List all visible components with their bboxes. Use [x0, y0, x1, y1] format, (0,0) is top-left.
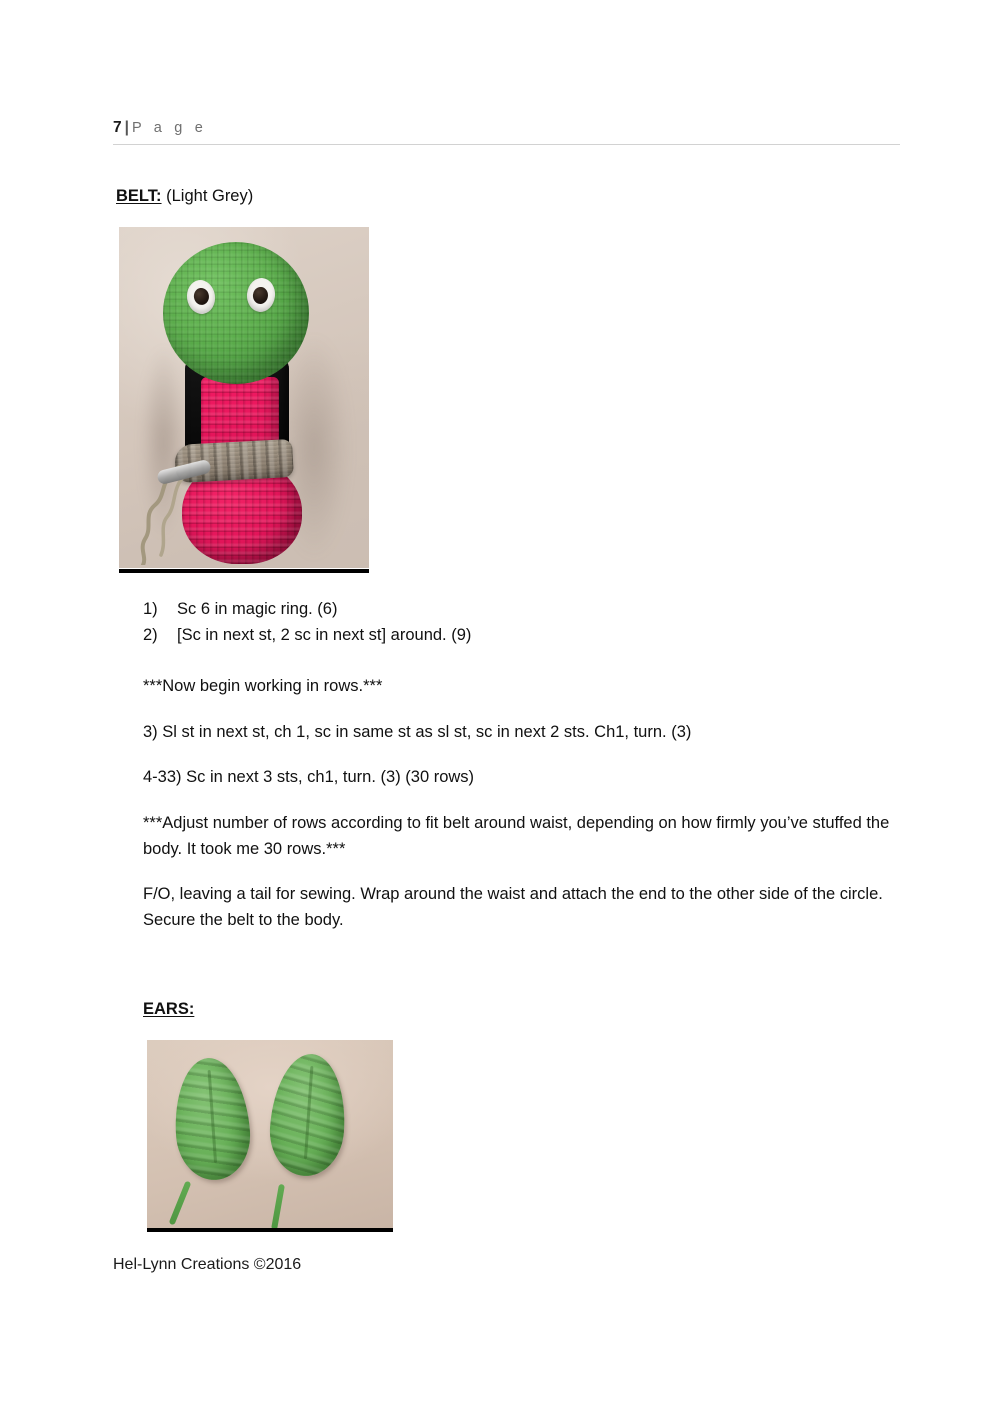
page-footer: Hel-Lynn Creations ©2016	[113, 1256, 302, 1273]
header-divider	[113, 144, 900, 145]
list-item-number: 2)	[143, 626, 158, 644]
note-begin-rows: ***Now begin working in rows.***	[143, 677, 383, 695]
step-4-33: 4-33) Sc in next 3 sts, ch1, turn. (3) (30 rows)	[143, 768, 475, 786]
belt-heading-label: BELT:	[116, 187, 162, 205]
step-3: 3) Sl st in next st, ch 1, sc in same st as sl st, sc in next 2 sts. Ch1, turn. (3)	[143, 723, 692, 741]
header-page-label	[113, 118, 900, 138]
list-item-text: [Sc in next st, 2 sc in next st] around. (9)	[177, 626, 472, 644]
section-heading-belt	[116, 185, 253, 207]
belt-heading-note: (Light Grey)	[166, 187, 254, 205]
doll-head	[163, 242, 309, 384]
belt-steps-list	[143, 596, 843, 648]
ears-photo-underline	[147, 1228, 393, 1232]
belt-photo	[119, 227, 369, 568]
belt-photo-underline	[119, 569, 369, 573]
list-item-number: 1)	[143, 600, 158, 618]
header-separator: |	[124, 119, 129, 136]
doll-pupil-left	[193, 287, 210, 306]
list-item	[143, 596, 843, 622]
belt-photo-image	[119, 227, 369, 568]
ears-photo	[147, 1040, 393, 1228]
note-adjust-rows: ***Adjust number of rows according to fit belt around waist, depending on how firmly you’ve stuffed the body. It took me 30 rows.***	[143, 814, 890, 858]
finish-off-instructions: F/O, leaving a tail for sewing. Wrap around the waist and attach the end to the other side of the circle. Secure the belt to the body.	[143, 885, 883, 929]
section-heading-ears: EARS:	[143, 1000, 195, 1018]
list-item	[143, 622, 843, 648]
page-header	[113, 118, 900, 138]
header-page-word: P a g e	[131, 120, 208, 136]
list-item-text: Sc 6 in magic ring. (6)	[177, 600, 338, 618]
doll-pupil-right	[252, 286, 269, 304]
page-number: 7	[113, 119, 122, 136]
